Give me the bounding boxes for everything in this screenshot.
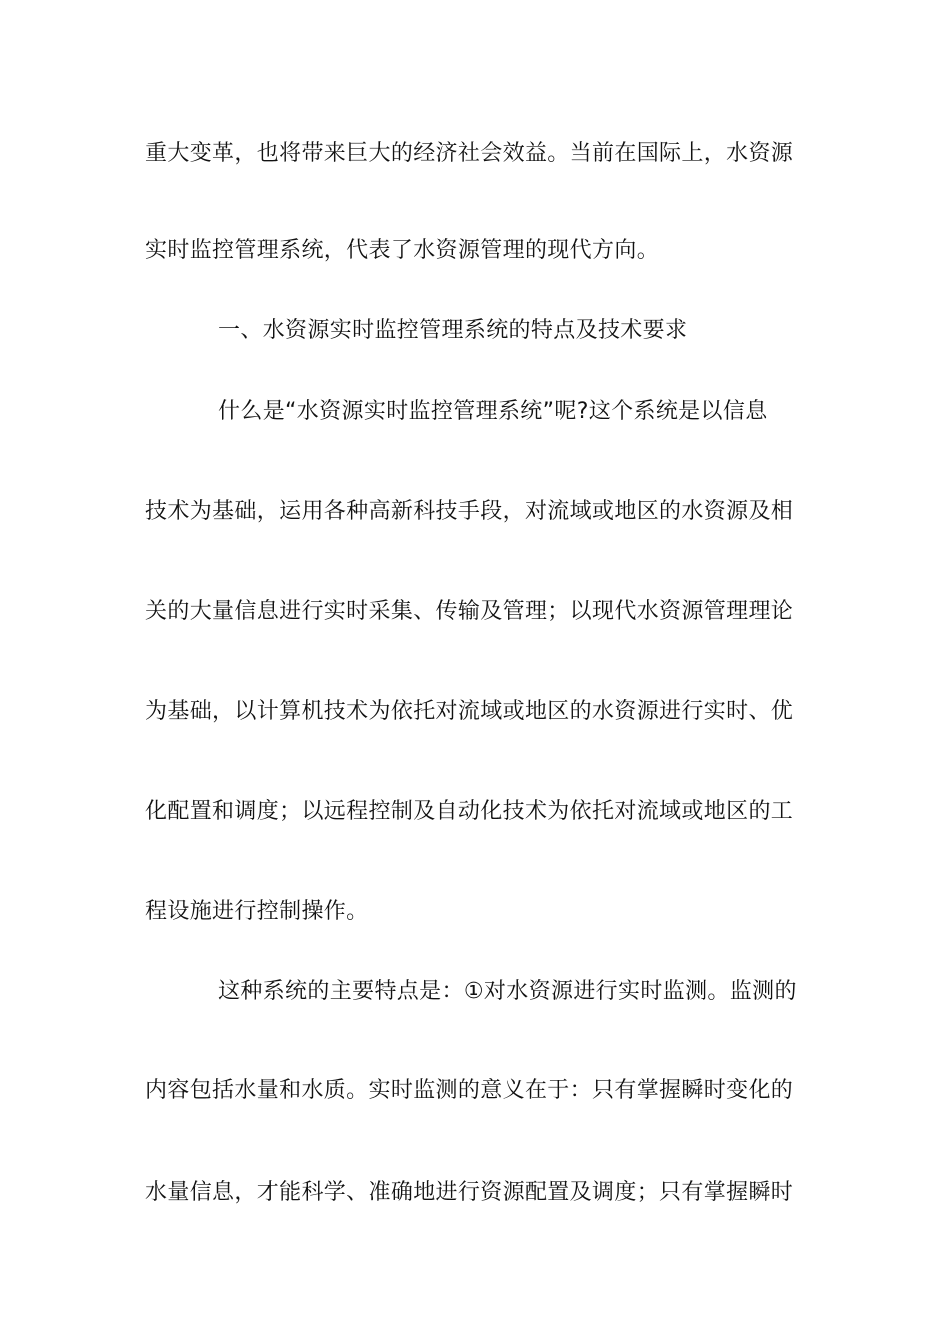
section-heading: 一、水资源实时监控管理系统的特点及技术要求 xyxy=(218,318,688,343)
paragraph-line: 程设施进行控制操作。 xyxy=(145,899,369,924)
paragraph-line: 为基础，以计算机技术为依托对流域或地区的水资源进行实时、优 xyxy=(145,699,794,724)
paragraph-line: 这种系统的主要特点是：①对水资源进行实时监测。监测的 xyxy=(218,979,797,1004)
paragraph-line: 技术为基础，运用各种高新科技手段，对流域或地区的水资源及相 xyxy=(145,499,794,524)
paragraph-line: 什么是“水资源实时监控管理系统”呢?这个系统是以信息 xyxy=(218,399,768,424)
paragraph-line: 化配置和调度；以远程控制及自动化技术为依托对流域或地区的工 xyxy=(145,799,794,824)
paragraph-line: 内容包括水量和水质。实时监测的意义在于：只有掌握瞬时变化的 xyxy=(145,1078,794,1103)
paragraph-line: 关的大量信息进行实时采集、传输及管理；以现代水资源管理理论 xyxy=(145,599,794,624)
paragraph-line: 重大变革，也将带来巨大的经济社会效益。当前在国际上，水资源 xyxy=(145,141,794,166)
paragraph-line: 水量信息，才能科学、准确地进行资源配置及调度；只有掌握瞬时 xyxy=(145,1180,794,1205)
paragraph-line: 实时监控管理系统，代表了水资源管理的现代方向。 xyxy=(145,238,660,263)
